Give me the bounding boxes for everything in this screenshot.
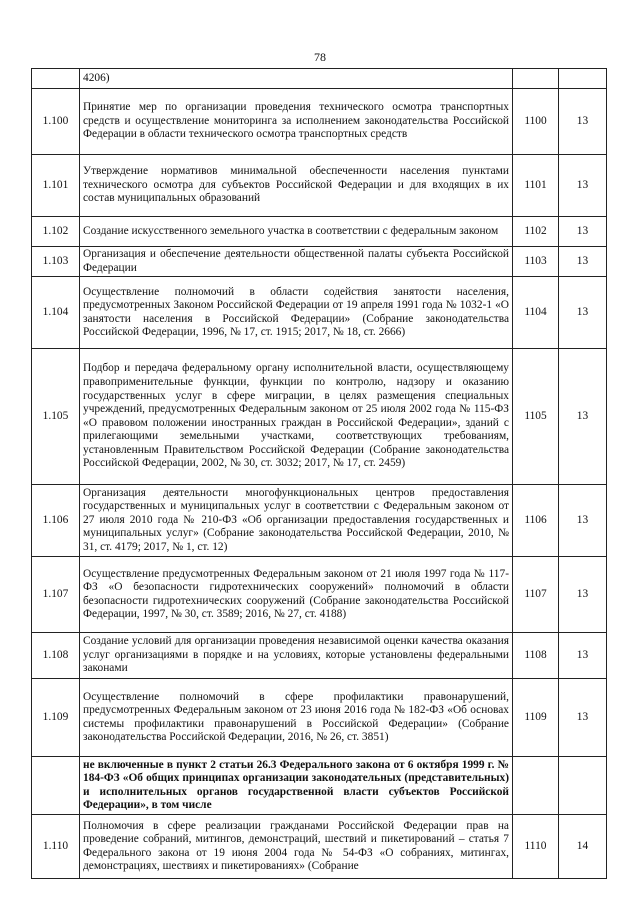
row-code-cell: 1101: [513, 155, 559, 217]
row-number-cell: [32, 69, 80, 89]
row-value-cell: 13: [559, 89, 607, 155]
table-row: [32, 89, 607, 155]
table-row: [32, 155, 607, 217]
row-code-cell: 1104: [513, 277, 559, 349]
row-number-cell: 1.106: [32, 485, 80, 557]
row-value-cell: 13: [559, 485, 607, 557]
row-text-cell: не включенные в пункт 2 статьи 26.3 Федерального закона от 6 октября 1999 г. № 184-ФЗ «Об общих принципах организации законодательных (представительных) и исполнительных органов государственной власти субъектов Российской Федерации», в том числе: [80, 757, 513, 815]
table-row: [32, 485, 607, 557]
row-value-cell: 14: [559, 815, 607, 879]
row-number-cell: 1.108: [32, 633, 80, 679]
row-code-cell: 1107: [513, 557, 559, 633]
row-text-cell: Организация деятельности многофункциональных центров предоставления государственных и муниципальных услуг в соответствии с Федеральным законом от 27 июля 2010 года № 210-ФЗ «Об организации предоставления государственных и муниципальных услуг» (Собрание законодательства Российской Федерации, 2010, № 31, ст. 4179; 2017, № 1, ст. 12): [80, 485, 513, 557]
row-text-cell: Полномочия в сфере реализации гражданами Российской Федерации прав на проведение собраний, митингов, демонстраций, шествий и пикетирований – статья 7 Федерального закона от 19 июня 2004 года № 54-ФЗ «О собраниях, митингах, демонстрациях, шествиях и пикетированиях» (Собрание: [80, 815, 513, 879]
row-text-cell: Создание условий для организации проведения независимой оценки качества оказания услуг организациями в порядке и на условиях, которые установлены федеральными законами: [80, 633, 513, 679]
row-number-cell: 1.101: [32, 155, 80, 217]
row-number-cell: 1.110: [32, 815, 80, 879]
row-value-cell: 13: [559, 557, 607, 633]
row-text-cell: Осуществление предусмотренных Федеральным законом от 21 июля 1997 года № 117-ФЗ «О безопасности гидротехнических сооружений» полномочий в области безопасности гидротехнических сооружений (Собрание законодательства Российской Федерации, 1997, № 30, ст. 3589; 2016, № 27, ст. 4188): [80, 557, 513, 633]
table-row: [32, 557, 607, 633]
table-row: [32, 757, 607, 815]
row-code-cell: 1100: [513, 89, 559, 155]
row-number-cell: 1.100: [32, 89, 80, 155]
row-text-cell: Создание искусственного земельного участка в соответствии с федеральным законом: [80, 217, 513, 247]
row-code-cell: 1105: [513, 349, 559, 485]
powers-table: [31, 68, 607, 879]
row-number-cell: 1.105: [32, 349, 80, 485]
row-text-cell: 4206): [80, 69, 513, 89]
row-number-cell: 1.109: [32, 679, 80, 757]
row-value-cell: [559, 69, 607, 89]
table-row: [32, 277, 607, 349]
page-number: 78: [314, 50, 326, 64]
table-body: [32, 69, 607, 879]
row-number-cell: 1.107: [32, 557, 80, 633]
row-value-cell: 13: [559, 217, 607, 247]
table-row: [32, 349, 607, 485]
table-row: [32, 633, 607, 679]
row-number-cell: 1.104: [32, 277, 80, 349]
row-text-cell: Утверждение нормативов минимальной обеспеченности населения пунктами технического осмотра для субъектов Российской Федерации и для входящих в их состав муниципальных образований: [80, 155, 513, 217]
table-row: [32, 69, 607, 89]
row-value-cell: 13: [559, 155, 607, 217]
row-code-cell: 1109: [513, 679, 559, 757]
row-value-cell: 13: [559, 247, 607, 277]
row-code-cell: 1103: [513, 247, 559, 277]
row-value-cell: [559, 757, 607, 815]
row-number-cell: 1.102: [32, 217, 80, 247]
table-row: [32, 217, 607, 247]
row-text-cell: Осуществление полномочий в сфере профилактики правонарушений, предусмотренных Федеральным законом от 23 июня 2016 года № 182-ФЗ «Об основах системы профилактики правонарушений в Российской Федерации» (Собрание законодательства Российской Федерации, 2016, № 26, ст. 3851): [80, 679, 513, 757]
table-row: [32, 247, 607, 277]
row-code-cell: [513, 69, 559, 89]
table-row: [32, 815, 607, 879]
row-code-cell: 1108: [513, 633, 559, 679]
row-text-cell: Осуществление полномочий в области содействия занятости населения, предусмотренных Законом Российской Федерации от 19 апреля 1991 года № 1032-1 «О занятости населения в Российской Федерации» (Собрание законодательства Российской Федерации, 1996, № 17, ст. 1915; 2017, № 18, ст. 2666): [80, 277, 513, 349]
row-value-cell: 13: [559, 349, 607, 485]
row-number-cell: 1.103: [32, 247, 80, 277]
row-text-cell: Принятие мер по организации проведения технического осмотра транспортных средств и осуществление мониторинга за исполнением законодательства Российской Федерации в области технического осмотра транспортных средств: [80, 89, 513, 155]
table-row: [32, 679, 607, 757]
row-value-cell: 13: [559, 633, 607, 679]
row-text-cell: Подбор и передача федеральному органу исполнительной власти, осуществляющему правоприменительные функции, функции по контролю, надзору и оказанию государственных услуг в сфере миграции, в целях размещения специальных учреждений, предусмотренных Федеральным законом от 25 июля 2002 года № 115-ФЗ «О правовом положении иностранных граждан в Российской Федерации», зданий с прилегающими земельными участками, соответствующих требованиям, установленным Правительством Российской Федерации (Собрание законодательства Российской Федерации, 2002, № 30, ст. 3032; 2017, № 17, ст. 2459): [80, 349, 513, 485]
row-value-cell: 13: [559, 277, 607, 349]
row-code-cell: [513, 757, 559, 815]
row-code-cell: 1110: [513, 815, 559, 879]
row-value-cell: 13: [559, 679, 607, 757]
row-text-cell: Организация и обеспечение деятельности общественной палаты субъекта Российской Федерации: [80, 247, 513, 277]
row-code-cell: 1102: [513, 217, 559, 247]
row-code-cell: 1106: [513, 485, 559, 557]
row-number-cell: [32, 757, 80, 815]
